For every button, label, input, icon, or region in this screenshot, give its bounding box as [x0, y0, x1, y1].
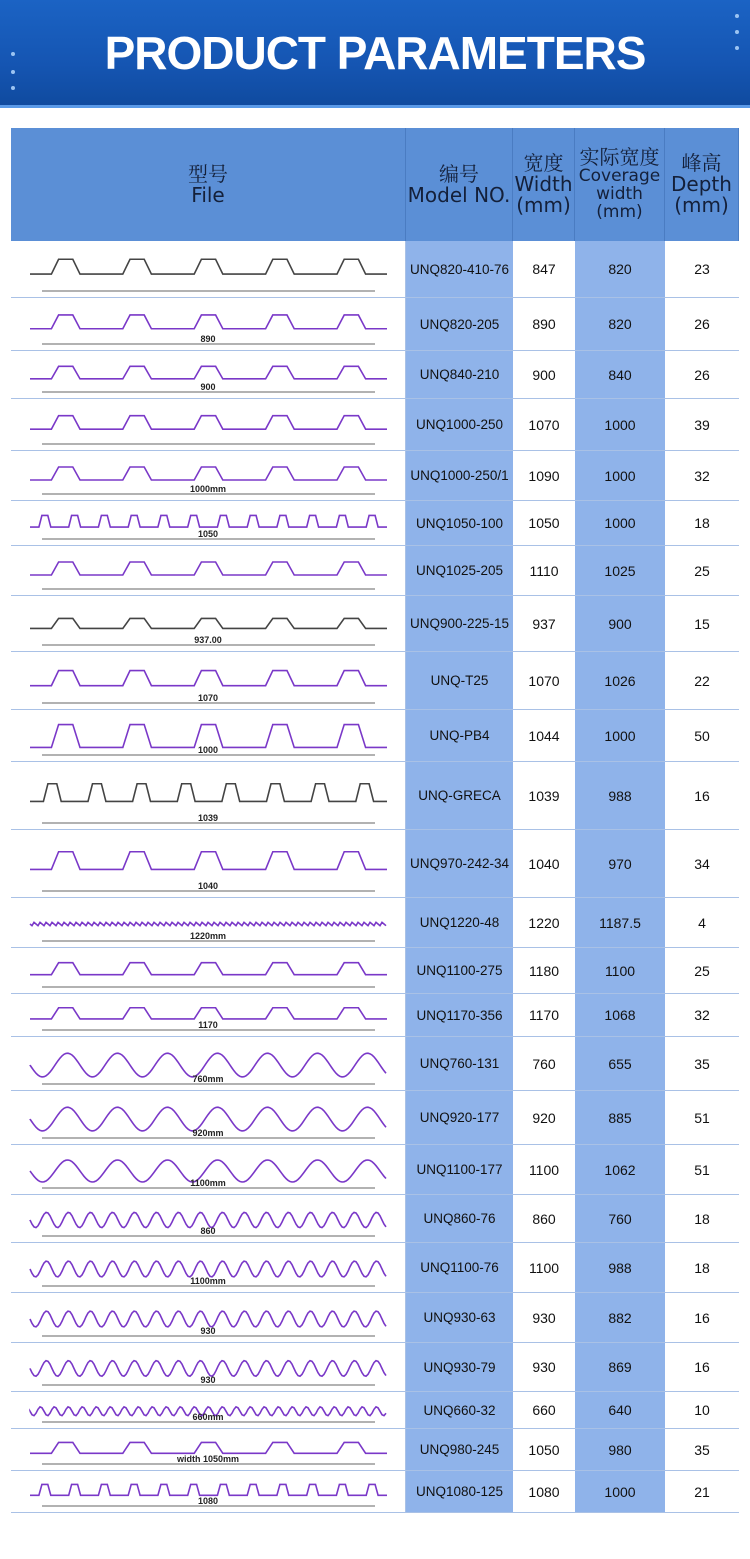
- header-depth-en: Depth: [671, 172, 732, 196]
- profile-line: [30, 1007, 387, 1018]
- coverage-value: 1000: [575, 399, 665, 451]
- model-number: UNQ820-410-76: [406, 241, 513, 298]
- dimension-label: 1039: [197, 812, 218, 823]
- profile-drawing: [11, 898, 406, 948]
- width-value: 1044: [513, 710, 575, 762]
- header-depth-cn: 峰高: [681, 151, 722, 175]
- coverage-value: 840: [575, 351, 665, 399]
- header-coverage-unit: (mm): [596, 201, 643, 222]
- profile-line: [30, 314, 387, 328]
- depth-value: 34: [665, 830, 739, 898]
- model-number: UNQ1170-356: [406, 994, 513, 1037]
- width-value: 930: [513, 1293, 575, 1343]
- width-value: 1080: [513, 1471, 575, 1513]
- model-number: UNQ1080-125: [406, 1471, 513, 1513]
- dimension-label: 660mm: [191, 1411, 224, 1422]
- profile-diagram: [12, 994, 405, 1037]
- coverage-value: 900: [575, 596, 665, 652]
- coverage-value: 820: [575, 298, 665, 351]
- profile-line: [30, 962, 387, 974]
- parameters-table: [11, 128, 739, 1513]
- depth-value: 26: [665, 298, 739, 351]
- width-value: 1180: [513, 948, 575, 994]
- model-number: UNQ840-210: [406, 351, 513, 399]
- coverage-value: 988: [575, 1243, 665, 1293]
- profile-line: [30, 670, 387, 685]
- dimension-label: 1000: [197, 744, 218, 755]
- profile-drawing: [11, 652, 406, 710]
- profile-line: [30, 1311, 386, 1327]
- coverage-value: 1000: [575, 451, 665, 501]
- profile-line: [30, 1484, 387, 1495]
- depth-value: 35: [665, 1429, 739, 1471]
- depth-value: 23: [665, 241, 739, 298]
- profile-diagram: [12, 948, 405, 994]
- profile-diagram: [12, 1091, 405, 1145]
- coverage-value: 820: [575, 241, 665, 298]
- depth-value: 32: [665, 994, 739, 1037]
- width-value: 1070: [513, 652, 575, 710]
- profile-drawing: [11, 1471, 406, 1513]
- width-value: 1050: [513, 501, 575, 546]
- profile-drawing: [11, 1195, 406, 1243]
- coverage-value: 1026: [575, 652, 665, 710]
- model-number: UNQ660-32: [406, 1392, 513, 1429]
- profile-diagram: [12, 1037, 405, 1091]
- profile-drawing: [11, 596, 406, 652]
- depth-value: 16: [665, 762, 739, 830]
- profile-diagram: [12, 1429, 405, 1471]
- width-value: 1220: [513, 898, 575, 948]
- model-number: UNQ860-76: [406, 1195, 513, 1243]
- coverage-value: 1068: [575, 994, 665, 1037]
- profile-diagram: [12, 546, 405, 596]
- profile-drawing: [11, 1392, 406, 1429]
- model-number: UNQ1100-76: [406, 1243, 513, 1293]
- dimension-label: 900: [199, 381, 216, 392]
- depth-value: 51: [665, 1091, 739, 1145]
- profile-drawing: [11, 948, 406, 994]
- profile-diagram: [12, 1392, 405, 1429]
- profile-line: [30, 618, 387, 628]
- profile-line: [30, 1360, 386, 1376]
- coverage-value: 1000: [575, 710, 665, 762]
- width-value: 1110: [513, 546, 575, 596]
- header-coverage: [575, 128, 665, 241]
- profile-drawing: [11, 710, 406, 762]
- coverage-value: 1062: [575, 1145, 665, 1195]
- header-model: [406, 128, 513, 241]
- dimension-label: 890: [199, 333, 216, 344]
- profile-diagram: [12, 762, 405, 830]
- profile-line: [30, 922, 386, 925]
- header-depth-unit: (mm): [674, 193, 729, 217]
- depth-value: 26: [665, 351, 739, 399]
- depth-value: 51: [665, 1145, 739, 1195]
- width-value: 1039: [513, 762, 575, 830]
- dimension-label: 1080: [197, 1495, 218, 1506]
- coverage-value: 655: [575, 1037, 665, 1091]
- profile-drawing: [11, 501, 406, 546]
- profile-diagram: [12, 399, 405, 451]
- profile-drawing: [11, 762, 406, 830]
- model-number: UNQ820-205: [406, 298, 513, 351]
- profile-drawing: [11, 1429, 406, 1471]
- profile-line: [30, 415, 387, 429]
- model-number: UNQ930-63: [406, 1293, 513, 1343]
- profile-drawing: [11, 1343, 406, 1392]
- width-value: 760: [513, 1037, 575, 1091]
- depth-value: 32: [665, 451, 739, 501]
- depth-value: 22: [665, 652, 739, 710]
- profile-diagram: [12, 1243, 405, 1293]
- width-value: 1070: [513, 399, 575, 451]
- header-coverage-en2: width: [596, 184, 643, 205]
- coverage-value: 1025: [575, 546, 665, 596]
- model-number: UNQ-PB4: [406, 710, 513, 762]
- profile-line: [30, 259, 387, 274]
- title-banner: [0, 0, 750, 108]
- profile-line: [30, 366, 387, 378]
- coverage-value: 1000: [575, 501, 665, 546]
- header-width-en: Width: [514, 172, 573, 196]
- decor-dot: [11, 86, 15, 90]
- model-number: UNQ1100-177: [406, 1145, 513, 1195]
- header-depth: [665, 128, 739, 241]
- model-number: UNQ900-225-15: [406, 596, 513, 652]
- profile-diagram: [12, 1145, 405, 1195]
- profile-drawing: [11, 994, 406, 1037]
- dimension-label: 930: [199, 1325, 216, 1336]
- profile-diagram: [12, 596, 405, 652]
- profile-drawing: [11, 546, 406, 596]
- depth-value: 18: [665, 1243, 739, 1293]
- width-value: 1170: [513, 994, 575, 1037]
- width-value: 1100: [513, 1145, 575, 1195]
- model-number: UNQ1050-100: [406, 501, 513, 546]
- coverage-value: 1100: [575, 948, 665, 994]
- depth-value: 10: [665, 1392, 739, 1429]
- width-value: 1090: [513, 451, 575, 501]
- profile-diagram: [12, 710, 405, 762]
- profile-diagram: [12, 241, 405, 298]
- model-number: UNQ760-131: [406, 1037, 513, 1091]
- header-width-unit: (mm): [516, 193, 571, 217]
- profile-drawing: [11, 241, 406, 298]
- dimension-label: 930: [199, 1374, 216, 1385]
- dimension-label: 1000mm: [189, 483, 226, 494]
- dimension-label: width 1050mm: [176, 1453, 239, 1464]
- header-file-cn: 型号: [188, 161, 228, 186]
- profile-drawing: [11, 451, 406, 501]
- profile-diagram: [12, 1343, 405, 1392]
- coverage-value: 640: [575, 1392, 665, 1429]
- model-number: UNQ1100-275: [406, 948, 513, 994]
- model-number: UNQ1000-250/1: [406, 451, 513, 501]
- width-value: 1040: [513, 830, 575, 898]
- model-number: UNQ1000-250: [406, 399, 513, 451]
- model-number: UNQ-T25: [406, 652, 513, 710]
- depth-value: 18: [665, 1195, 739, 1243]
- width-value: 860: [513, 1195, 575, 1243]
- profile-drawing: [11, 1091, 406, 1145]
- profile-diagram: [12, 898, 405, 948]
- profile-drawing: [11, 351, 406, 399]
- depth-value: 15: [665, 596, 739, 652]
- dimension-label: 1070: [197, 692, 218, 703]
- coverage-value: 980: [575, 1429, 665, 1471]
- dimension-label: 1100mm: [189, 1177, 226, 1188]
- header-coverage-en1: Coverage: [578, 166, 661, 187]
- dimension-label: 1170: [197, 1019, 218, 1030]
- coverage-value: 1000: [575, 1471, 665, 1513]
- dimension-label: 860: [199, 1225, 216, 1236]
- width-value: 900: [513, 351, 575, 399]
- page-title: PRODUCT PARAMETERS: [104, 27, 646, 79]
- profile-drawing: [11, 1293, 406, 1343]
- profile-line: [30, 1261, 386, 1277]
- depth-value: 16: [665, 1343, 739, 1392]
- depth-value: 21: [665, 1471, 739, 1513]
- decor-dot: [735, 14, 739, 18]
- profile-diagram: [12, 1471, 405, 1513]
- dimension-label: 1040: [197, 880, 218, 891]
- header-model-cn: 编号: [439, 161, 479, 186]
- profile-diagram: [12, 298, 405, 351]
- profile-drawing: [11, 1145, 406, 1195]
- coverage-value: 869: [575, 1343, 665, 1392]
- profile-drawing: [11, 298, 406, 351]
- coverage-value: 988: [575, 762, 665, 830]
- header-file-en: File: [191, 182, 225, 207]
- width-value: 920: [513, 1091, 575, 1145]
- parameters-grid: [11, 128, 739, 1513]
- header-model-en: Model NO.: [407, 182, 511, 207]
- profile-line: [30, 467, 387, 480]
- profile-line: [30, 783, 387, 801]
- profile-line: [30, 724, 387, 747]
- coverage-value: 760: [575, 1195, 665, 1243]
- profile-diagram: [12, 652, 405, 710]
- model-number: UNQ930-79: [406, 1343, 513, 1392]
- profile-line: [30, 515, 387, 527]
- width-value: 1050: [513, 1429, 575, 1471]
- width-value: 890: [513, 298, 575, 351]
- dimension-label: 1050: [197, 528, 218, 539]
- width-value: 660: [513, 1392, 575, 1429]
- depth-value: 25: [665, 948, 739, 994]
- model-number: UNQ-GRECA: [406, 762, 513, 830]
- depth-value: 35: [665, 1037, 739, 1091]
- profile-diagram: [12, 451, 405, 501]
- model-number: UNQ1025-205: [406, 546, 513, 596]
- model-number: UNQ970-242-34: [406, 830, 513, 898]
- model-number: UNQ920-177: [406, 1091, 513, 1145]
- dimension-label: 1100mm: [189, 1275, 226, 1286]
- model-number: UNQ980-245: [406, 1429, 513, 1471]
- depth-value: 18: [665, 501, 739, 546]
- depth-value: 25: [665, 546, 739, 596]
- profile-drawing: [11, 1243, 406, 1293]
- width-value: 847: [513, 241, 575, 298]
- header-width-cn: 宽度: [523, 151, 564, 175]
- profile-diagram: [12, 830, 405, 898]
- dimension-label: 937.00: [193, 634, 222, 645]
- header-file: [11, 128, 406, 241]
- coverage-value: 885: [575, 1091, 665, 1145]
- depth-value: 39: [665, 399, 739, 451]
- coverage-value: 970: [575, 830, 665, 898]
- width-value: 937: [513, 596, 575, 652]
- dimension-label: 1220mm: [189, 930, 226, 941]
- profile-line: [30, 851, 387, 869]
- dimension-label: 760mm: [191, 1073, 224, 1084]
- depth-value: 16: [665, 1293, 739, 1343]
- coverage-value: 882: [575, 1293, 665, 1343]
- profile-line: [30, 562, 387, 575]
- width-value: 1100: [513, 1243, 575, 1293]
- profile-diagram: [12, 1293, 405, 1343]
- profile-drawing: [11, 399, 406, 451]
- profile-drawing: [11, 1037, 406, 1091]
- profile-drawing: [11, 830, 406, 898]
- profile-diagram: [12, 351, 405, 399]
- depth-value: 4: [665, 898, 739, 948]
- profile-diagram: [12, 1195, 405, 1243]
- profile-line: [30, 1442, 387, 1453]
- depth-value: 50: [665, 710, 739, 762]
- coverage-value: 1187.5: [575, 898, 665, 948]
- width-value: 930: [513, 1343, 575, 1392]
- header-coverage-cn: 实际宽度: [579, 145, 660, 170]
- dimension-label: 920mm: [191, 1127, 224, 1138]
- header-width: [513, 128, 575, 241]
- model-number: UNQ1220-48: [406, 898, 513, 948]
- profile-diagram: [12, 501, 405, 546]
